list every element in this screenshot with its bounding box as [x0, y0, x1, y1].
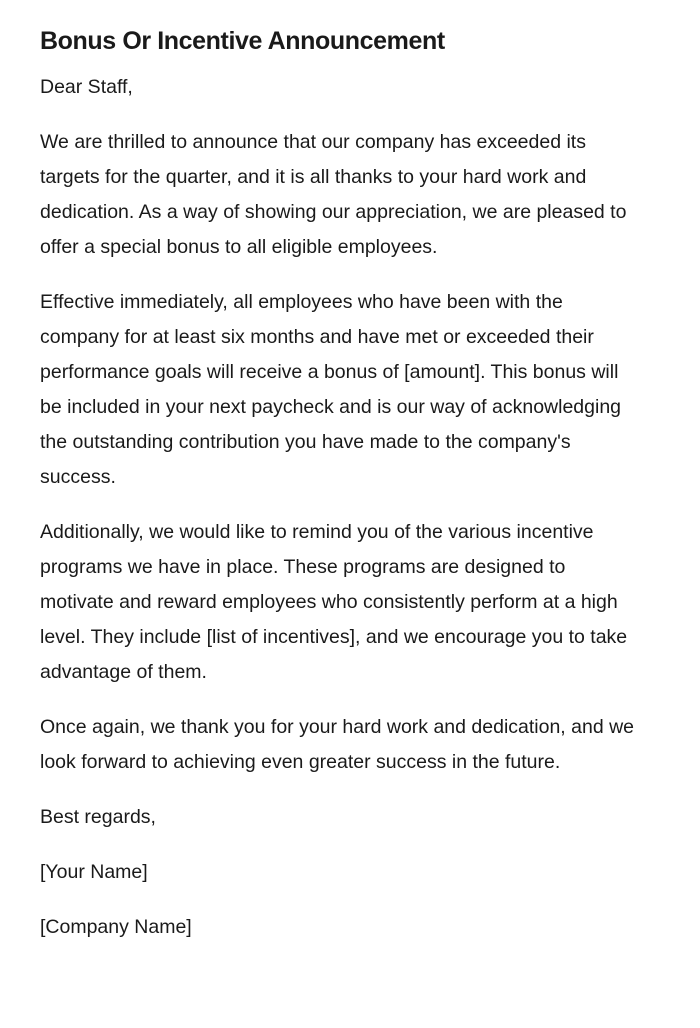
paragraph-incentive-programs: Additionally, we would like to remind you of the various incentive programs we have in place. These programs are designed to motivate and reward employees who consistently perform at a high level. They include [list of incentives], and we encourage you to take advantage of them.	[40, 521, 628, 683]
paragraph-bonus-details: Effective immediately, all employees who have been with the company for at least six months and have met or exceeded their performance goals will receive a bonus of [amount]. This bonus will be included in your next paycheck and is our way of acknowledging the outstanding contribution you have made to the company's success.	[40, 291, 622, 488]
salutation: Dear Staff,	[40, 76, 133, 98]
signature-name: [Your Name]	[40, 861, 148, 883]
paragraph-thanks: Once again, we thank you for your hard work and dedication, and we look forward to achieving even greater success in the future.	[40, 716, 635, 773]
document-title: Bonus Or Incentive Announcement	[40, 27, 445, 55]
paragraph-announcement: We are thrilled to announce that our company has exceeded its targets for the quarter, and it is all thanks to your hard work and dedication. As a way of showing our appreciation, we are pleased to offer a special bonus to all eligible employees.	[40, 131, 627, 258]
letter-body	[40, 70, 640, 965]
closing: Best regards,	[40, 806, 156, 828]
signature-company: [Company Name]	[40, 916, 192, 938]
